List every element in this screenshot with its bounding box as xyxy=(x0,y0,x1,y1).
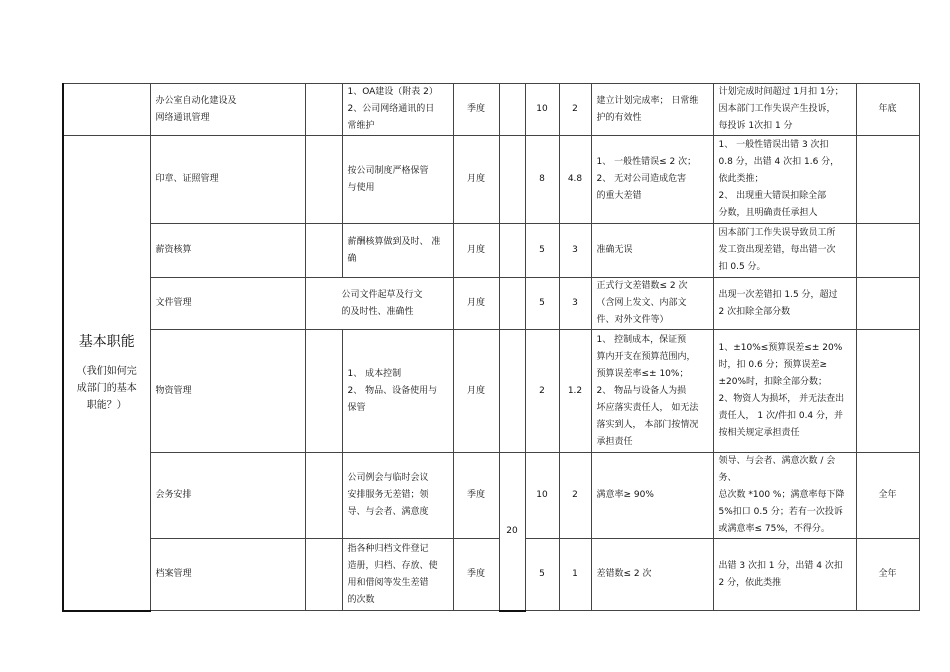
score-cell: 2 xyxy=(559,84,591,136)
item-cell: 印章、证照管理 xyxy=(150,136,305,224)
weight-cell: 5 xyxy=(525,278,559,330)
table-row xyxy=(63,136,919,224)
cycle-cell: 月度 xyxy=(453,136,499,224)
weight-cell: 5 xyxy=(525,539,559,611)
standard-cell: 建立计划完成率； 日常维 护的有效性 xyxy=(591,84,713,136)
weight-cell: 8 xyxy=(525,136,559,224)
goal-cell: 薪酬核算做到及时、 准 确 xyxy=(342,224,453,278)
weight-cell: 2 xyxy=(525,330,559,453)
merged-value-cell: 20 xyxy=(499,453,525,611)
blank-cell xyxy=(499,278,525,330)
goal-cell: 按公司制度严格保管 与使用 xyxy=(342,136,453,224)
category-subtitle: （我们如何完 成部门的基本 职能？） xyxy=(76,366,137,412)
blank-cell xyxy=(499,330,525,453)
time-cell xyxy=(856,330,919,453)
time-cell: 年底 xyxy=(856,84,919,136)
goal-cell: 1、 成本控制 2、 物品、设备使用与 保管 xyxy=(342,330,453,453)
weight-cell: 10 xyxy=(525,453,559,539)
cycle-cell: 月度 xyxy=(453,330,499,453)
deduct-cell: 因本部门工作失误导致员工所 发工资出现差错，每出错一次 扣 0.5 分。 xyxy=(713,224,856,278)
item-cell: 办公室自动化建设及 网络通讯管理 xyxy=(150,84,305,136)
item-cell: 会务安排 xyxy=(150,453,305,539)
weight-cell: 5 xyxy=(525,224,559,278)
score-cell: 3 xyxy=(559,224,591,278)
time-cell xyxy=(856,278,919,330)
blank-cell xyxy=(499,136,525,224)
kpi-table xyxy=(62,83,920,612)
deduct-cell: 计划完成时间超过 1月扣 1分； 因本部门工作失误产生投诉， 每投诉 1次扣 1 分 xyxy=(713,84,856,136)
deduct-cell: 领导、与会者、满意次数 / 会务、 总次数 *100 %；满意率每下降 5%扣口 0.5 分；若有一次投诉 或满意率≤ 75%，不得分。 xyxy=(713,453,856,539)
item-cell: 物资管理 xyxy=(150,330,305,453)
blank-cell xyxy=(305,330,342,453)
goal-cell: 1、OA建设（附表 2） 2、公司网络通讯的日 常维护 xyxy=(342,84,453,136)
time-cell xyxy=(856,136,919,224)
table-row xyxy=(63,84,919,136)
blank-cell xyxy=(305,136,342,224)
goal-cell: 公司文件起草及行文 的及时性、准确性 xyxy=(305,278,453,330)
item-cell: 文件管理 xyxy=(150,278,305,330)
cycle-cell: 季度 xyxy=(453,539,499,611)
table-row xyxy=(63,453,919,539)
item-cell: 档案管理 xyxy=(150,539,305,611)
deduct-cell: 出现一次差错扣 1.5 分，超过 2 次扣除全部分数 xyxy=(713,278,856,330)
time-cell xyxy=(856,224,919,278)
blank-cell xyxy=(499,84,525,136)
goal-cell: 公司例会与临时会议 安排服务无差错；领 导、与会者、满意度 xyxy=(342,453,453,539)
blank-cell xyxy=(499,224,525,278)
deduct-cell: 1、±10%≤预算误差≤± 20% 时，扣 0.6 分；预算误差≥ ±20%时，扣除全部分数； 2、物资人为损坏， 并无法查出 责任人， 1 次/件扣 0.4 分，并 按相关规定承担责任 xyxy=(713,330,856,453)
score-cell: 4.8 xyxy=(559,136,591,224)
standard-cell: 1、 控制成本，保证预 算内开支在预算范围内， 预算误差率≤± 10%； 2、 物品与设备人为损 坏应落实责任人， 如无法 落实到人， 本部门按情况 承担责任 xyxy=(591,330,713,453)
standard-cell: 准确无误 xyxy=(591,224,713,278)
deduct-cell: 1、 一般性错误出错 3 次扣 0.8 分，出错 4 次扣 1.6 分， 依此类推； 2、 出现重大错误扣除全部 分数，且明确责任承担人 xyxy=(713,136,856,224)
blank-cell xyxy=(305,224,342,278)
table-row xyxy=(63,278,919,330)
standard-cell: 正式行文差错数≤ 2 次 （含网上发文、内部文 件、对外文件等） xyxy=(591,278,713,330)
score-cell: 1 xyxy=(559,539,591,611)
standard-cell: 满意率≥ 90% xyxy=(591,453,713,539)
table-row xyxy=(63,330,919,453)
category-title: 基本职能 xyxy=(78,334,135,351)
score-cell: 2 xyxy=(559,453,591,539)
cycle-cell: 月度 xyxy=(453,224,499,278)
score-cell: 3 xyxy=(559,278,591,330)
deduct-cell: 出错 3 次扣 1 分，出错 4 次扣 2 分，依此类推 xyxy=(713,539,856,611)
table-row xyxy=(63,224,919,278)
empty-category-cell xyxy=(63,84,150,136)
blank-cell xyxy=(305,84,342,136)
cycle-cell: 季度 xyxy=(453,453,499,539)
time-cell: 全年 xyxy=(856,453,919,539)
time-cell: 全年 xyxy=(856,539,919,611)
table-row xyxy=(63,539,919,611)
blank-cell xyxy=(305,453,342,539)
standard-cell: 差错数≤ 2 次 xyxy=(591,539,713,611)
weight-cell: 10 xyxy=(525,84,559,136)
standard-cell: 1、 一般性错误≤ 2 次； 2、 无对公司造成危害 的重大差错 xyxy=(591,136,713,224)
cycle-cell: 月度 xyxy=(453,278,499,330)
category-cell xyxy=(63,136,150,611)
cycle-cell: 季度 xyxy=(453,84,499,136)
item-cell: 薪资核算 xyxy=(150,224,305,278)
goal-cell: 指各种归档文件登记 造册，归档、存放、使 用和借阅等发生差错 的次数 xyxy=(342,539,453,611)
score-cell: 1.2 xyxy=(559,330,591,453)
blank-cell xyxy=(305,539,342,611)
